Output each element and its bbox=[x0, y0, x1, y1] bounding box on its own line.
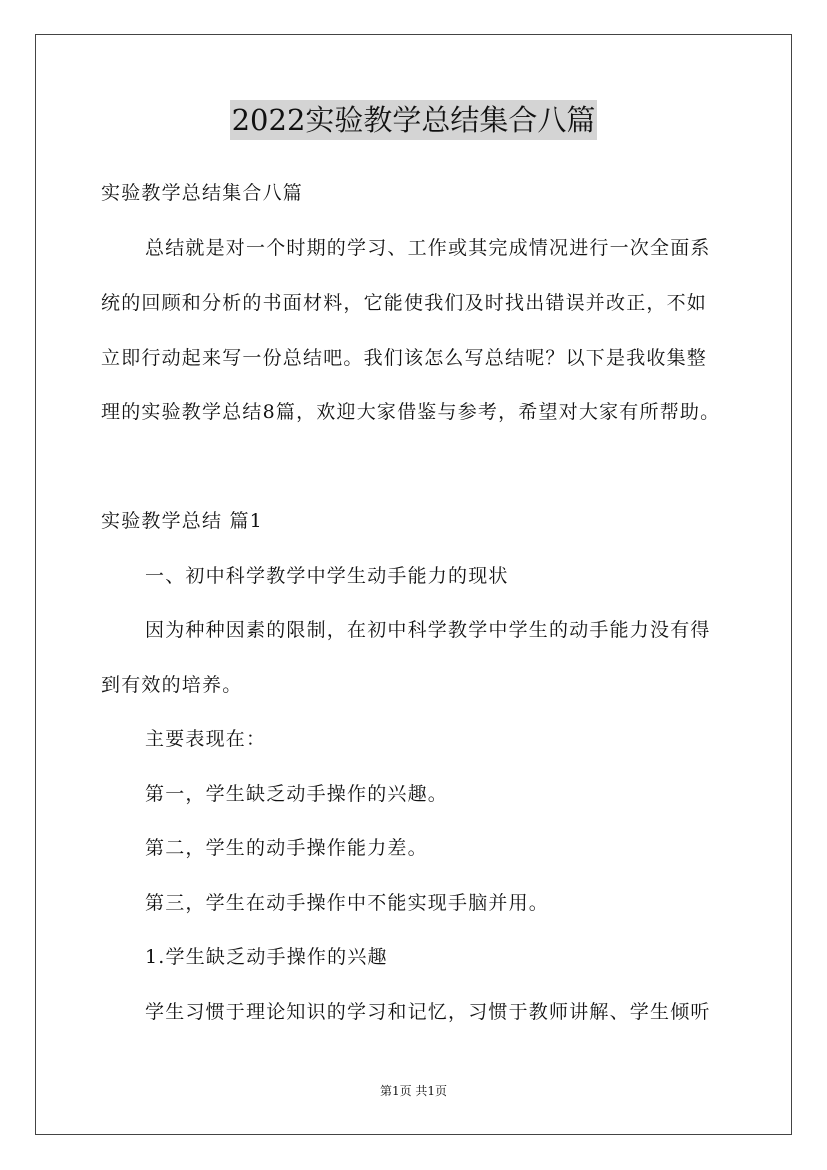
body-paragraph-line: 第一，学生缺乏动手操作的兴趣。 bbox=[145, 783, 449, 805]
body-paragraph-line: 因为种种因素的限制，在初中科学教学中学生的动手能力没有得 bbox=[145, 619, 711, 641]
body-paragraph-line: 到有效的培养。 bbox=[101, 674, 243, 696]
title-container bbox=[0, 100, 827, 140]
intro-paragraph-line: 理的实验教学总结8篇，欢迎大家借鉴与参考，希望对大家有所帮助。 bbox=[101, 401, 721, 423]
body-paragraph-line: 第三，学生在动手操作中不能实现手脑并用。 bbox=[145, 892, 550, 914]
document-subtitle: 实验教学总结集合八篇 bbox=[101, 182, 304, 204]
intro-paragraph-line: 总结就是对一个时期的学习、工作或其完成情况进行一次全面系 bbox=[145, 237, 711, 259]
body-paragraph-line: 一、初中科学教学中学生动手能力的现状 bbox=[145, 565, 509, 587]
body-paragraph-line: 学生习惯于理论知识的学习和记忆，习惯于教师讲解、学生倾听 bbox=[145, 1001, 711, 1023]
page-footer: 第1页 共1页 bbox=[379, 1084, 448, 1098]
document-title: 2022实验教学总结集合八篇 bbox=[230, 100, 598, 140]
intro-paragraph-line: 立即行动起来写一份总结吧。我们该怎么写总结呢？以下是我收集整 bbox=[101, 347, 708, 369]
body-paragraph-line: 1.学生缺乏动手操作的兴趣 bbox=[145, 946, 388, 968]
intro-paragraph-line: 统的回顾和分析的书面材料，它能使我们及时找出错误并改正，不如 bbox=[101, 292, 708, 314]
body-paragraph-line: 主要表现在： bbox=[145, 728, 267, 750]
section-heading: 实验教学总结 篇1 bbox=[101, 510, 263, 532]
body-paragraph-line: 第二，学生的动手操作能力差。 bbox=[145, 837, 428, 859]
